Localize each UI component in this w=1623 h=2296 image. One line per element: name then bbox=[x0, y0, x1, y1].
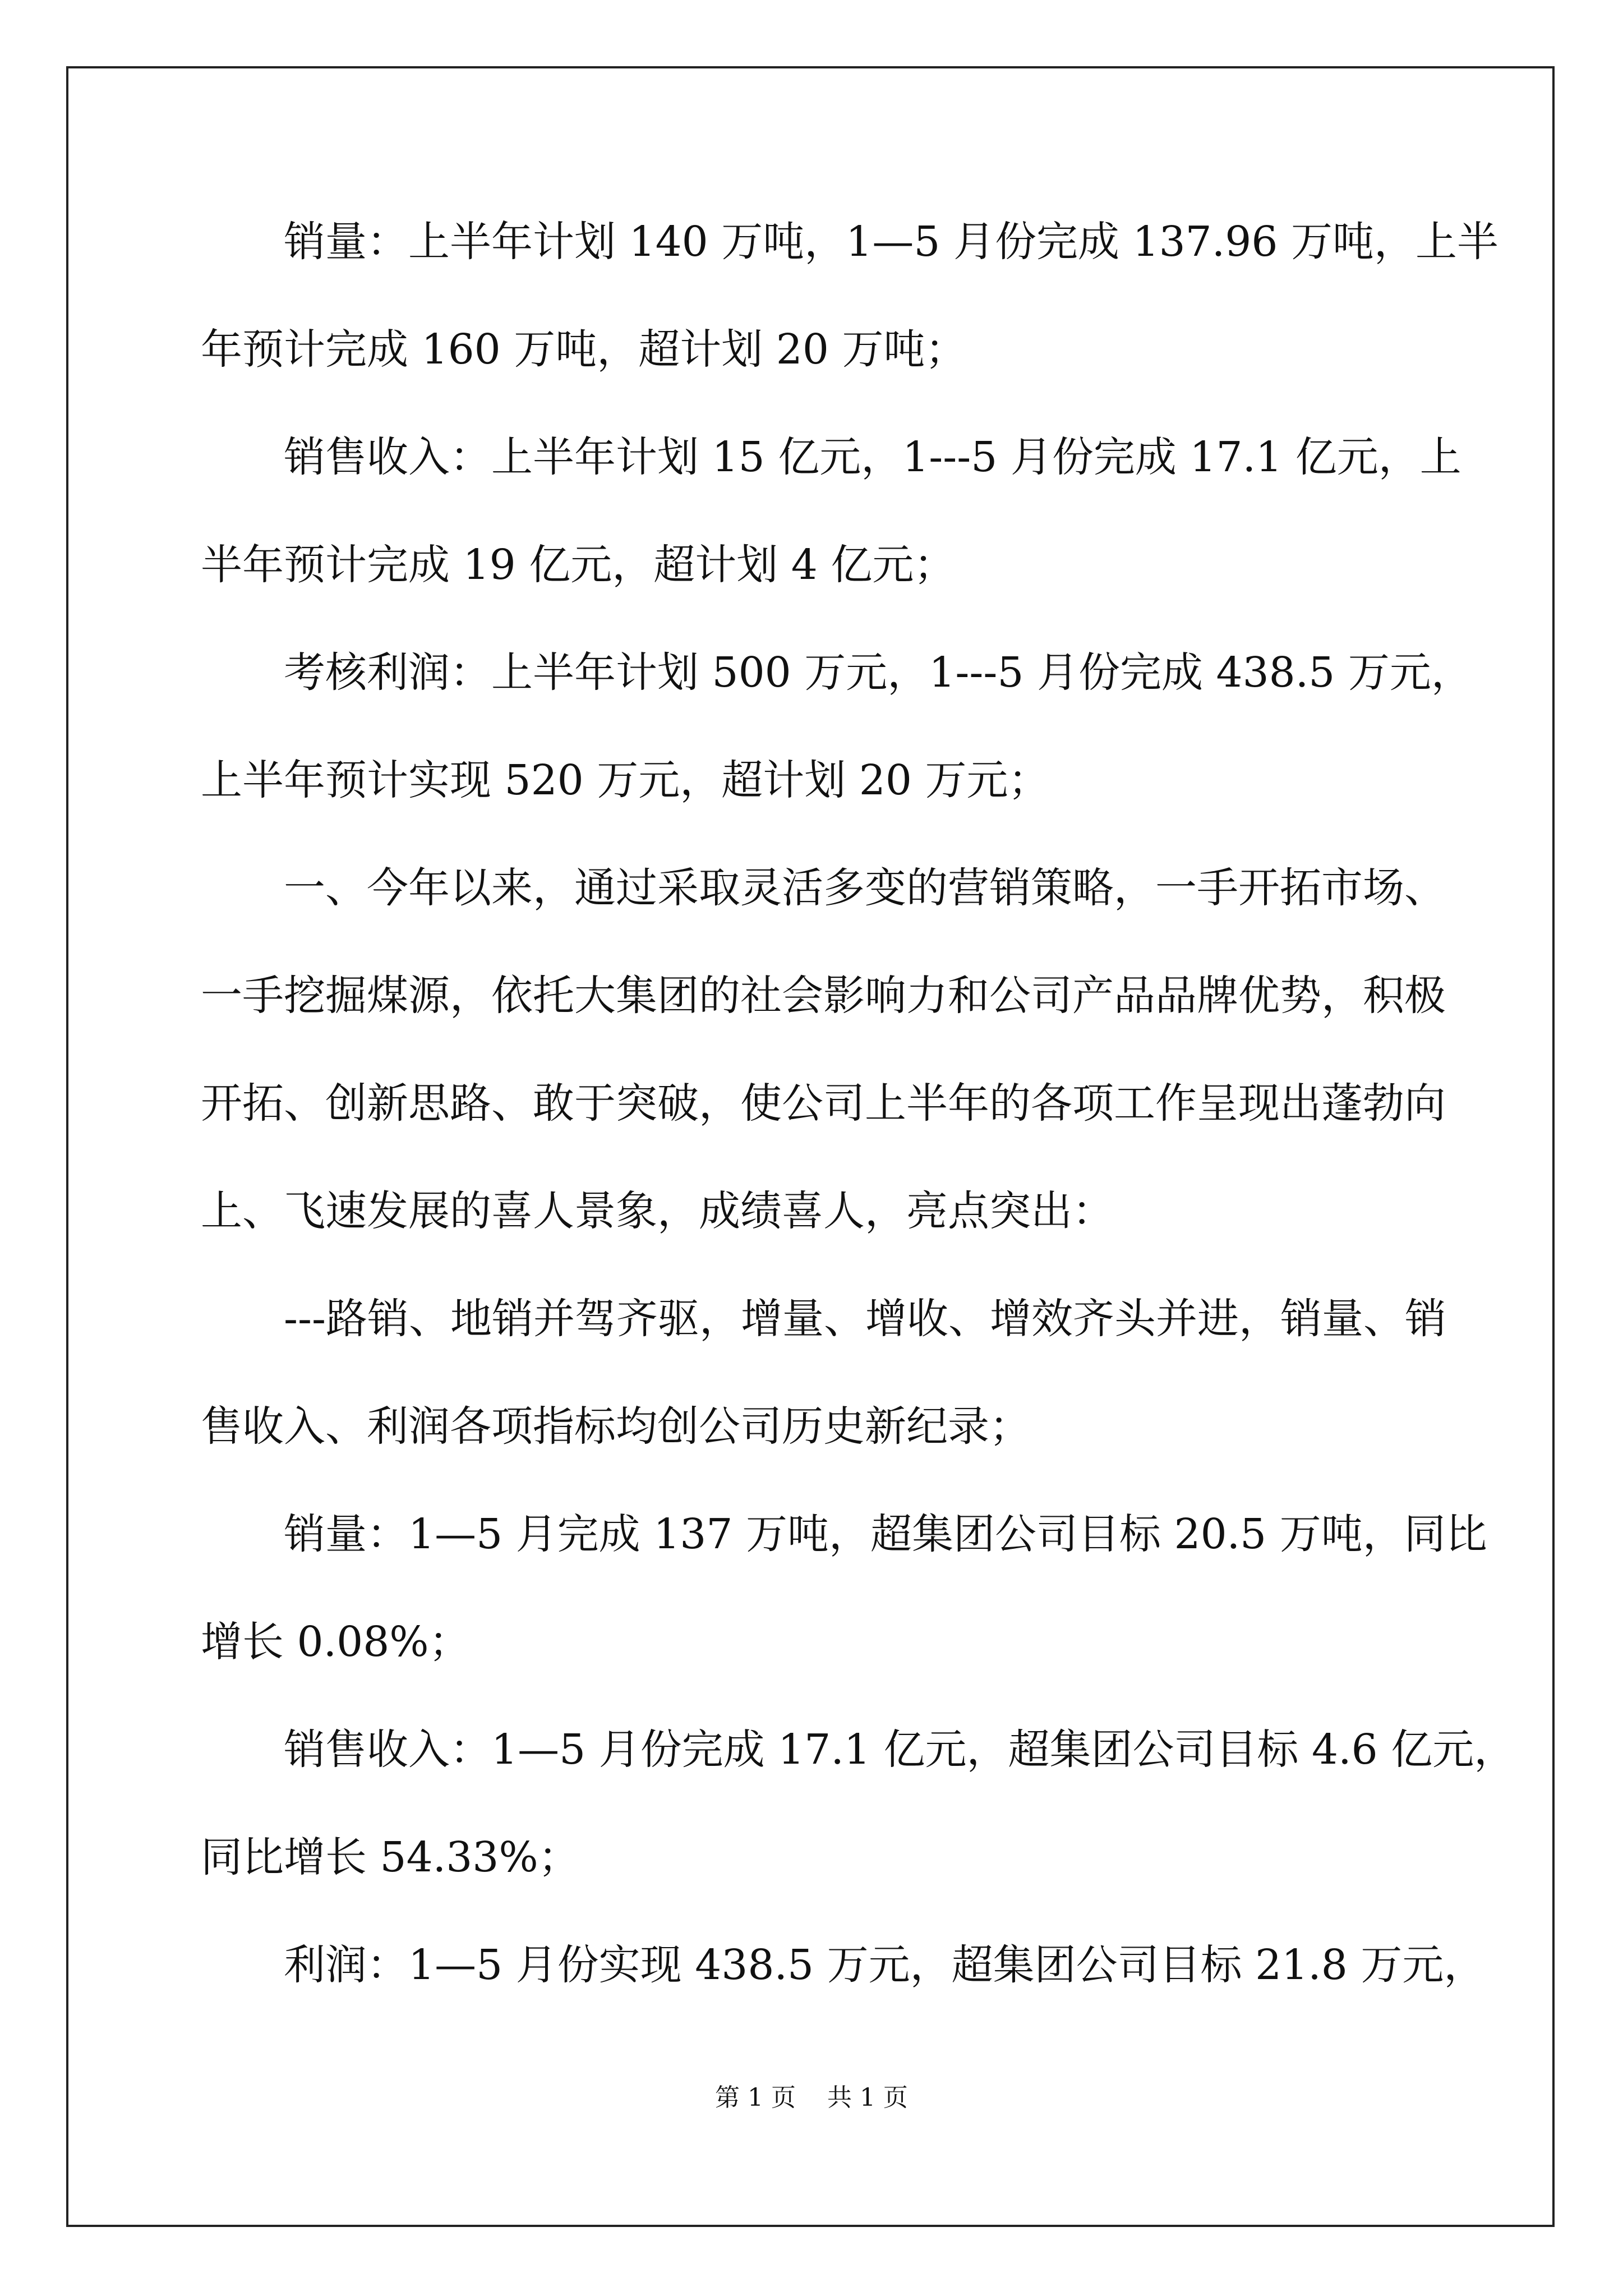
paragraph-3-line-2: 上半年预计实现 520 万元，超计划 20 万元； bbox=[201, 756, 1050, 804]
page-footer: 第 1 页 共 1 页 bbox=[715, 2083, 908, 2112]
paragraph-4-line-4: 上、飞速发展的喜人景象，成绩喜人，亮点突出： bbox=[201, 1187, 1114, 1235]
paragraph-3-line-1: 考核利润：上半年计划 500 万元，1---5 月份完成 438.5 万元， bbox=[284, 648, 1473, 697]
paragraph-7-line-2: 同比增长 54.33%； bbox=[201, 1833, 580, 1881]
paragraph-1-line-1: 销量：上半年计划 140 万吨，1—5 月份完成 137.96 万吨，上半 bbox=[284, 218, 1498, 266]
paragraph-2-line-2: 半年预计完成 19 亿元，超计划 4 亿元； bbox=[201, 541, 956, 589]
page-border bbox=[66, 66, 1555, 2227]
paragraph-6-line-1: 销量：1—5 月完成 137 万吨，超集团公司目标 20.5 万吨，同比 bbox=[284, 1510, 1487, 1558]
paragraph-4-line-2: 一手挖掘煤源，依托大集团的社会影响力和公司产品品牌优势，积极 bbox=[201, 972, 1446, 1020]
paragraph-1-line-2: 年预计完成 160 万吨，超计划 20 万吨； bbox=[201, 325, 967, 374]
paragraph-5-line-2: 售收入、利润各项指标均创公司历史新纪录； bbox=[201, 1402, 1031, 1451]
paragraph-7-line-1: 销售收入：1—5 月份完成 17.1 亿元，超集团公司目标 4.6 亿元， bbox=[284, 1726, 1516, 1774]
paragraph-5-line-1: ---路销、地销并驾齐驱，增量、增收、增效齐头并进，销量、销 bbox=[284, 1295, 1447, 1343]
paragraph-4-line-3: 开拓、创新思路、敢于突破，使公司上半年的各项工作呈现出蓬勃向 bbox=[201, 1079, 1446, 1128]
paragraph-6-line-2: 增长 0.08%； bbox=[201, 1618, 471, 1666]
paragraph-2-line-1: 销售收入：上半年计划 15 亿元，1---5 月份完成 17.1 亿元，上 bbox=[284, 433, 1461, 481]
paragraph-8-line-1: 利润：1—5 月份实现 438.5 万元，超集团公司目标 21.8 万元， bbox=[284, 1941, 1486, 1989]
paragraph-4-line-1: 一、今年以来，通过采取灵活多变的营销策略，一手开拓市场、 bbox=[284, 864, 1446, 912]
